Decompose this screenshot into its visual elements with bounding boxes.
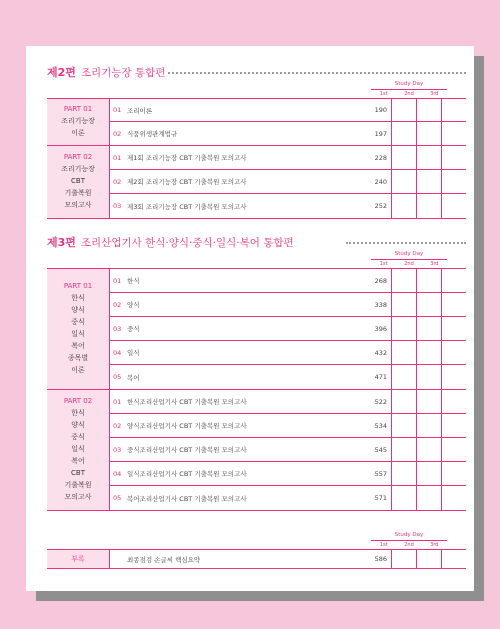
row-number: 02: [113, 129, 122, 138]
day-1st: 1st: [379, 542, 388, 548]
day-2-checkbox[interactable]: [416, 365, 441, 389]
appendix-group: [47, 550, 466, 568]
row-number: 01: [113, 106, 122, 114]
day-1-checkbox[interactable]: [391, 99, 416, 121]
row-page: 534: [374, 421, 387, 430]
row-number: 04: [113, 469, 122, 478]
day-1-checkbox[interactable]: [391, 317, 416, 340]
day-3-checkbox[interactable]: [441, 390, 466, 413]
day-3-checkbox[interactable]: [441, 486, 466, 510]
section-number: 제2편: [47, 66, 76, 79]
day-1-checkbox[interactable]: [391, 365, 416, 389]
part-line: 복어: [71, 457, 85, 465]
part-label: PART 02: [63, 153, 93, 161]
part-label: PART 02: [63, 397, 93, 405]
row-number: 05: [113, 373, 122, 381]
row-page: 471: [374, 373, 387, 381]
section-2-heading: [47, 64, 165, 80]
day-1-checkbox[interactable]: [391, 146, 416, 169]
row-title: 일식: [127, 349, 140, 357]
day-1-checkbox[interactable]: [391, 414, 416, 437]
row-page: 396: [374, 324, 387, 333]
part-line: 이론: [71, 366, 85, 374]
row-page: 252: [374, 202, 387, 210]
row-title: 식품위생관계법규: [127, 130, 178, 138]
day-3-checkbox[interactable]: [441, 341, 466, 364]
appendix-table: [47, 549, 466, 569]
row-number: 03: [113, 445, 122, 454]
row-page: 338: [374, 300, 387, 309]
day-1-checkbox[interactable]: [391, 293, 416, 316]
toc-row[interactable]: [110, 317, 466, 341]
row-title: 한식조리산업기사 CBT 기출복원 모의고사: [127, 398, 247, 406]
part-line: 한식: [71, 294, 85, 302]
day-2-checkbox[interactable]: [416, 438, 441, 461]
row-title: 복어조리산업기사 CBT 기출복원 모의고사: [127, 494, 247, 503]
row-number: 05: [113, 494, 122, 502]
row-page: 571: [374, 494, 387, 502]
day-2-checkbox[interactable]: [416, 122, 441, 145]
row-page: 228: [374, 153, 387, 162]
row-number: 02: [113, 300, 122, 309]
part-line: 한식: [71, 409, 85, 417]
row-title: 제3회 조리기능장 CBT 기출복원 모의고사: [127, 202, 247, 211]
day-2nd: 2nd: [404, 542, 414, 548]
row-number: 02: [113, 421, 122, 430]
day-3-checkbox[interactable]: [441, 365, 466, 389]
part-label: PART 01: [63, 282, 93, 290]
toc-row[interactable]: [110, 414, 466, 438]
day-1-checkbox[interactable]: [391, 194, 416, 218]
row-title: 양식: [127, 301, 140, 309]
row-number: 01: [113, 276, 122, 285]
part-line: CBT: [71, 177, 85, 185]
day-2-checkbox[interactable]: [416, 341, 441, 364]
toc-row[interactable]: [110, 122, 466, 145]
day-3-checkbox[interactable]: [441, 293, 466, 316]
day-3-checkbox[interactable]: [441, 462, 466, 485]
study-day-columns: [371, 261, 447, 267]
part-line: 모의고사: [64, 493, 92, 501]
part-line: 모의고사: [64, 201, 92, 209]
toc-row[interactable]: [110, 462, 466, 486]
row-page: 197: [374, 129, 387, 138]
part-line: 기출복원: [64, 189, 92, 197]
row-page: 586: [374, 555, 387, 563]
day-3-checkbox[interactable]: [441, 317, 466, 340]
study-day-label: Study Day: [394, 532, 424, 538]
day-2-checkbox[interactable]: [416, 170, 441, 193]
row-title: 조리이론: [127, 106, 153, 115]
row-title: 제2회 조리기능장 CBT 기출복원 모의고사: [127, 178, 247, 186]
row-page: 557: [374, 469, 387, 478]
study-day-rule: [371, 540, 447, 541]
part-line: 복어: [71, 342, 85, 350]
row-number: 02: [113, 177, 122, 186]
toc-row[interactable]: [110, 269, 466, 293]
day-1-checkbox[interactable]: [391, 341, 416, 364]
part-group: [47, 269, 466, 390]
row-title: 중식조리산업기사 CBT 기출복원 모의고사: [127, 446, 247, 454]
day-2-checkbox[interactable]: [416, 293, 441, 316]
day-2-checkbox[interactable]: [416, 550, 441, 568]
row-title: 한식: [127, 277, 140, 285]
part-line: 일식: [71, 330, 85, 338]
toc-row[interactable]: [110, 365, 466, 389]
row-page: 432: [374, 348, 387, 357]
day-3-checkbox[interactable]: [441, 146, 466, 169]
row-number: 04: [113, 348, 122, 357]
part-group: [47, 146, 466, 218]
day-2-checkbox[interactable]: [416, 390, 441, 413]
day-1-checkbox[interactable]: [391, 170, 416, 193]
part-line: 일식: [71, 445, 85, 453]
day-2-checkbox[interactable]: [416, 462, 441, 485]
part-cell: [47, 99, 110, 145]
day-3-checkbox[interactable]: [441, 414, 466, 437]
day-3-checkbox[interactable]: [441, 122, 466, 145]
study-day-label: Study Day: [394, 251, 424, 257]
toc-row[interactable]: [110, 390, 466, 414]
study-day-rule: [371, 89, 447, 90]
part-line: 양식: [71, 421, 85, 429]
day-1st: 1st: [379, 261, 388, 267]
study-day-columns: [371, 91, 447, 97]
row-title: 최종점검 손글씨 핵심요약: [127, 555, 201, 564]
day-3-checkbox[interactable]: [441, 550, 466, 568]
day-2-checkbox[interactable]: [416, 99, 441, 121]
part-line: 중식: [71, 318, 85, 326]
section-2-table: [47, 98, 466, 219]
dotted-rule: [168, 72, 466, 74]
toc-row[interactable]: [110, 99, 466, 122]
row-page: 268: [374, 276, 387, 285]
day-1-checkbox[interactable]: [391, 550, 416, 568]
section-3-heading: [47, 234, 294, 250]
day-2-checkbox[interactable]: [416, 146, 441, 169]
part-group: [47, 99, 466, 146]
day-3-checkbox[interactable]: [441, 269, 466, 292]
day-3-checkbox[interactable]: [441, 438, 466, 461]
section-title: 조리산업기사 한식·양식·중식·일식·복어 통합편: [80, 236, 294, 249]
part-line: 조리기능장: [61, 165, 95, 173]
row-page: 545: [374, 445, 387, 454]
part-line: CBT: [71, 469, 85, 477]
day-2nd: 2nd: [404, 91, 414, 97]
day-3-checkbox[interactable]: [441, 194, 466, 218]
part-label: PART 01: [63, 105, 93, 113]
row-title: 중식: [127, 325, 140, 333]
day-3-checkbox[interactable]: [441, 99, 466, 121]
section-3-table: [47, 268, 466, 511]
part-group: [47, 390, 466, 510]
day-3-checkbox[interactable]: [441, 170, 466, 193]
toc-row[interactable]: [110, 550, 466, 568]
day-3rd: 3rd: [430, 542, 439, 548]
dotted-rule: [346, 242, 466, 244]
toc-row[interactable]: [110, 146, 466, 170]
day-3rd: 3rd: [430, 261, 439, 267]
part-line: 이론: [71, 129, 85, 137]
section-number: 제3편: [47, 236, 76, 249]
study-day-label: Study Day: [394, 81, 424, 87]
row-page: 240: [374, 177, 387, 186]
day-1-checkbox[interactable]: [391, 269, 416, 292]
section-title: 조리기능장 통합편: [80, 66, 166, 79]
day-2-checkbox[interactable]: [416, 269, 441, 292]
part-cell: [47, 146, 110, 218]
day-1-checkbox[interactable]: [391, 390, 416, 413]
day-1-checkbox[interactable]: [391, 438, 416, 461]
row-title: 복어: [127, 373, 140, 382]
day-1-checkbox[interactable]: [391, 462, 416, 485]
part-line: 중식: [71, 433, 85, 441]
row-title: 제1회 조리기능장 CBT 기출복원 모의고사: [127, 154, 247, 162]
row-number: 01: [113, 153, 122, 162]
day-2-checkbox[interactable]: [416, 486, 441, 510]
toc-row[interactable]: [110, 293, 466, 317]
row-page: 190: [374, 106, 387, 114]
toc-row[interactable]: [110, 170, 466, 194]
row-title: 일식조리산업기사 CBT 기출복원 모의고사: [127, 470, 247, 478]
row-number: 03: [113, 202, 122, 210]
toc-row[interactable]: [110, 341, 466, 365]
study-day-rule: [371, 259, 447, 260]
appendix-label: 부록: [47, 550, 110, 568]
study-day-columns: [371, 542, 447, 548]
day-2-checkbox[interactable]: [416, 194, 441, 218]
toc-row[interactable]: [110, 194, 466, 218]
day-2-checkbox[interactable]: [416, 317, 441, 340]
day-1-checkbox[interactable]: [391, 122, 416, 145]
row-title: 양식조리산업기사 CBT 기출복원 모의고사: [127, 422, 247, 430]
day-3rd: 3rd: [430, 91, 439, 97]
day-1-checkbox[interactable]: [391, 486, 416, 510]
row-number: 01: [113, 397, 122, 406]
row-page: 522: [374, 397, 387, 406]
day-1st: 1st: [379, 91, 388, 97]
day-2nd: 2nd: [404, 261, 414, 267]
part-line: 종목별: [67, 354, 89, 362]
toc-row[interactable]: [110, 438, 466, 462]
day-2-checkbox[interactable]: [416, 414, 441, 437]
part-line: 기출복원: [64, 481, 92, 489]
part-cell: [47, 390, 110, 510]
toc-row[interactable]: [110, 486, 466, 510]
row-number: 03: [113, 324, 122, 333]
part-line: 양식: [71, 306, 85, 314]
toc-page: [26, 46, 474, 591]
part-cell: [47, 269, 110, 389]
part-line: 조리기능장: [61, 117, 95, 125]
